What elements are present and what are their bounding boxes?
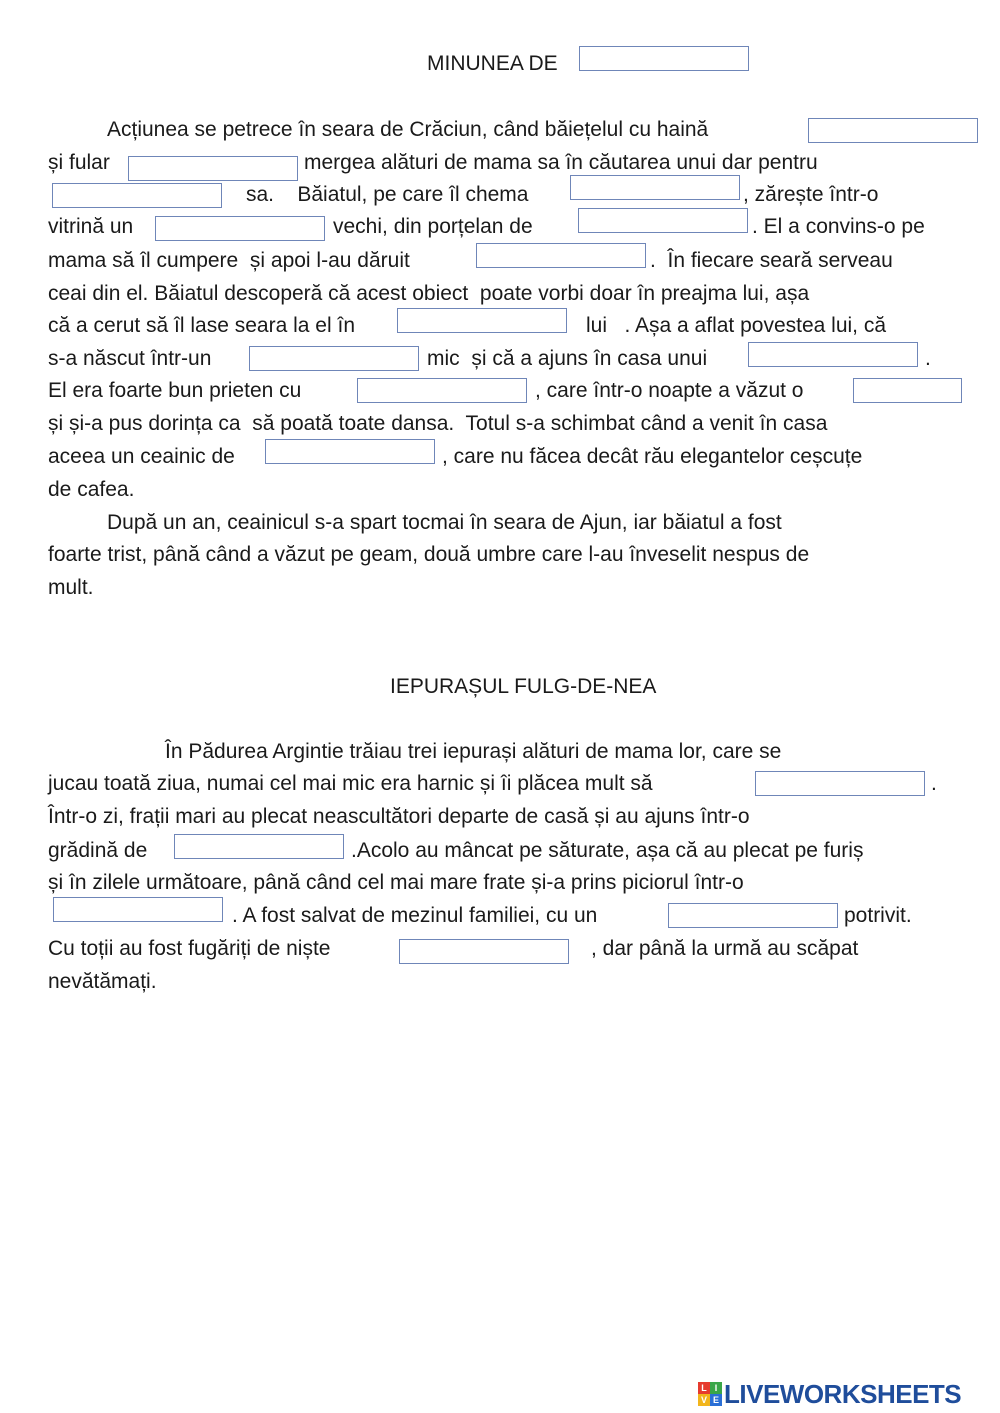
story2-text: . A fost salvat de mezinul familiei, cu un xyxy=(232,904,598,927)
story1-text: Acțiunea se petrece în seara de Crăciun, când băiețelul cu haină xyxy=(107,118,709,141)
story1-text: mic și că a ajuns în casa unui xyxy=(427,347,708,370)
story1-text: mama să îl cumpere și apoi l-au dăruit xyxy=(48,249,410,272)
story2-text: nevătămați. xyxy=(48,970,157,993)
blank-1[interactable] xyxy=(579,46,749,71)
logo-icon-cell: L xyxy=(698,1382,710,1394)
story2-text: și în zilele următoare, până când cel mai mare frate și-a prins piciorul într-o xyxy=(48,871,744,894)
blank-13[interactable] xyxy=(853,378,962,403)
story2-text: .Acolo au mâncat pe săturate, așa că au plecat pe furiș xyxy=(351,839,864,862)
blank-12[interactable] xyxy=(357,378,527,403)
blank-14[interactable] xyxy=(265,439,435,464)
story1-text: aceea un ceainic de xyxy=(48,445,235,468)
blank-6[interactable] xyxy=(155,216,325,241)
story1-text: . El a convins-o pe xyxy=(752,215,925,238)
story1-text: mergea alături de mama sa în căutarea unui dar pentru xyxy=(304,151,818,174)
logo-icon-cell: I xyxy=(710,1382,722,1394)
blank-10[interactable] xyxy=(249,346,419,371)
blank-8[interactable] xyxy=(476,243,646,268)
blank-15[interactable] xyxy=(755,771,925,796)
story2-text: grădină de xyxy=(48,839,148,862)
blank-19[interactable] xyxy=(399,939,569,964)
blank-9[interactable] xyxy=(397,308,567,333)
blank-4[interactable] xyxy=(52,183,222,208)
story1-text: și și-a pus dorința ca să poată toate dansa. Totul s-a schimbat când a venit în casa xyxy=(48,412,828,435)
story1-text: . În fiecare seară serveau xyxy=(650,249,893,272)
story1-text: , zărește într-o xyxy=(743,183,879,206)
story1-text: și fular xyxy=(48,151,110,174)
story2-text: potrivit. xyxy=(844,904,912,927)
story2-text: Într-o zi, frații mari au plecat neascultători departe de casă și au ajuns într-o xyxy=(48,805,750,828)
logo-icon-cell: V xyxy=(698,1394,710,1406)
story2-title: IEPURAȘUL FULG-DE-NEA xyxy=(390,675,657,698)
story1-text: După un an, ceainicul s-a spart tocmai în seara de Ajun, iar băiatul a fost xyxy=(107,511,782,534)
story1-text: s-a născut într-un xyxy=(48,347,212,370)
story1-text: că a cerut să îl lase seara la el în xyxy=(48,314,355,337)
blank-17[interactable] xyxy=(53,897,223,922)
story1-text: lui . Așa a aflat povestea lui, că xyxy=(586,314,887,337)
story2-text: În Pădurea Argintie trăiau trei iepurași alături de mama lor, care se xyxy=(165,740,782,763)
logo-icon-cell: E xyxy=(710,1394,722,1406)
story2-text: Cu toții au fost fugăriți de niște xyxy=(48,937,331,960)
story2-text: jucau toată ziua, numai cel mai mic era harnic și îi plăcea mult să xyxy=(48,772,653,795)
story1-text: , care nu făcea decât rău elegantelor ceșcuțe xyxy=(442,445,863,468)
story1-text: vitrină un xyxy=(48,215,134,238)
blank-11[interactable] xyxy=(748,342,918,367)
story1-text: mult. xyxy=(48,576,94,599)
story1-text: de cafea. xyxy=(48,478,135,501)
story2-text: , dar până la urmă au scăpat xyxy=(591,937,859,960)
story1-text: El era foarte bun prieten cu xyxy=(48,379,302,402)
blank-2[interactable] xyxy=(808,118,978,143)
story1-text: foarte trist, până când a văzut pe geam, două umbre care l-au înveselit nespus de xyxy=(48,543,810,566)
liveworksheets-logo-icon xyxy=(698,1382,722,1406)
blank-5[interactable] xyxy=(570,175,740,200)
story1-title: MINUNEA DE xyxy=(427,52,558,75)
blank-3[interactable] xyxy=(128,156,298,181)
blank-18[interactable] xyxy=(668,903,838,928)
story1-text: ceai din el. Băiatul descoperă că acest obiect poate vorbi doar în preajma lui, așa xyxy=(48,282,810,305)
liveworksheets-logo-text: LIVEWORKSHEETS xyxy=(724,1378,962,1409)
story1-text: . xyxy=(925,347,931,370)
story1-text: sa. Băiatul, pe care îl chema xyxy=(246,183,529,206)
story1-text: , care într-o noapte a văzut o xyxy=(535,379,804,402)
story2-text: . xyxy=(931,772,937,795)
story1-text: vechi, din porțelan de xyxy=(333,215,533,238)
liveworksheets-logo xyxy=(698,1380,961,1408)
blank-7[interactable] xyxy=(578,208,748,233)
blank-16[interactable] xyxy=(174,834,344,859)
